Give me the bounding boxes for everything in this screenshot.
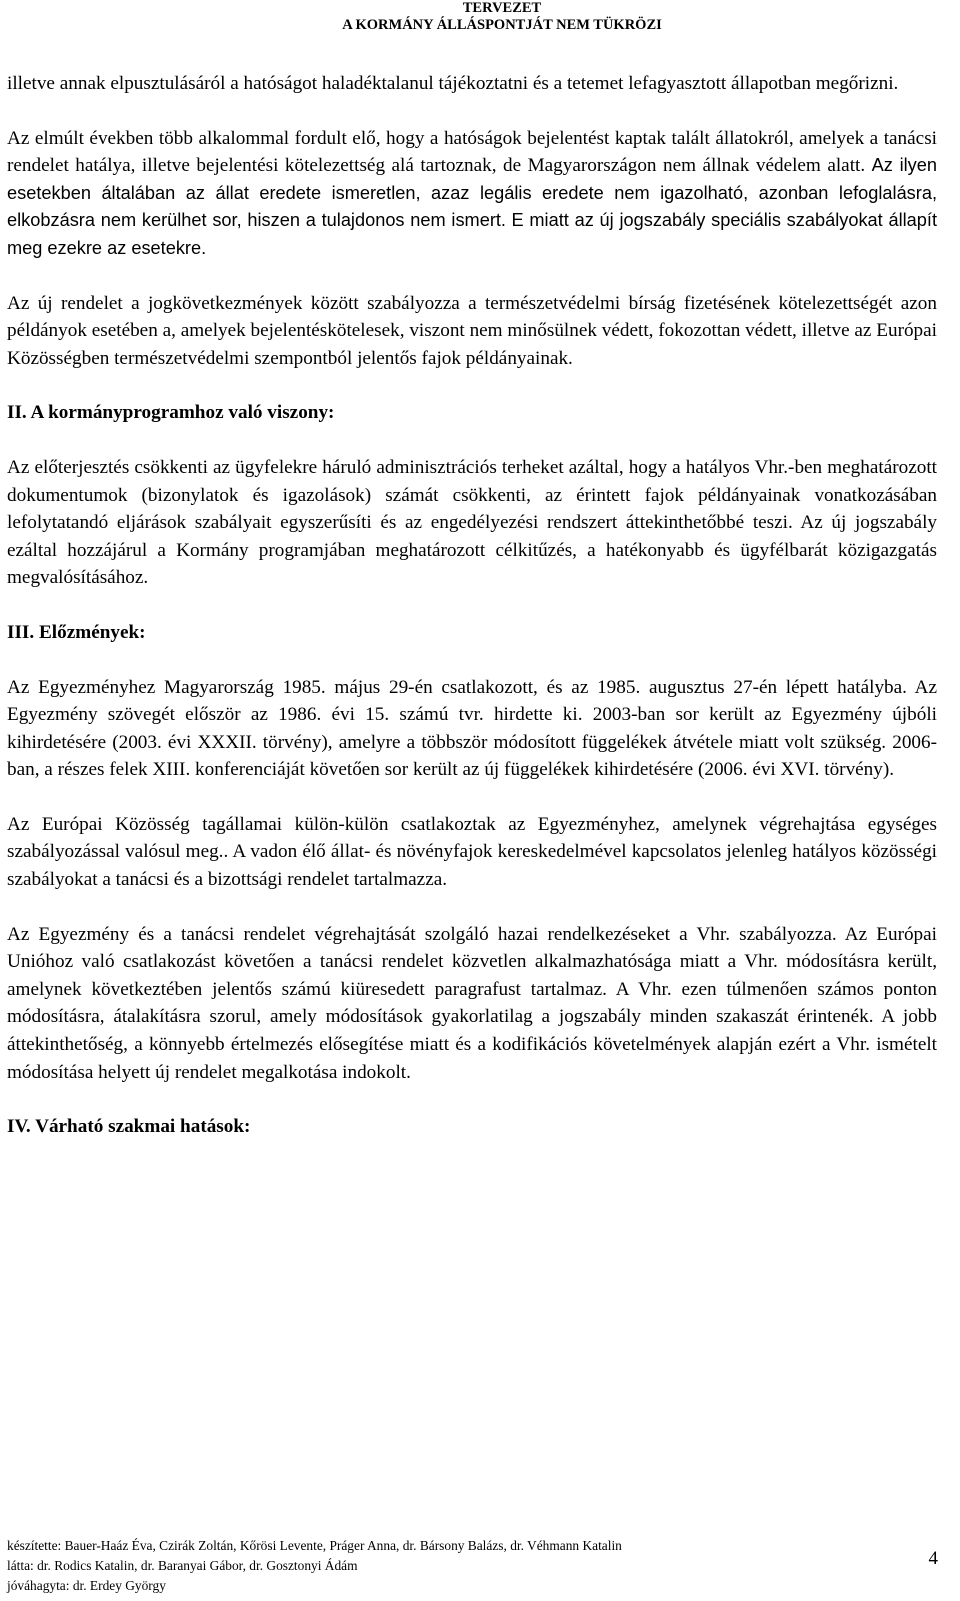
paragraph-found-animals bbox=[7, 125, 937, 263]
paragraph-found-animals-part3: E miatt az új jogszabály speciális szabályokat állapít meg ezekre az esetekre. bbox=[7, 210, 938, 258]
paragraph-domestic-provisions: Az Egyezmény és a tanácsi rendelet végrehajtását szolgáló hazai rendelkezéseket a Vhr. szabályozza. Az Európai Unióhoz való csatlakozást követően a tanácsi rendelet közvetlen alkalmazhatósága miatt a Vhr. módosításra került, amelynek következtében jelentős számú kiüresedett paragrafust tartalmaz. A Vhr. ezen túlmenően számos ponton módosításra, átalakításra szorul, amely módosítások gyakorlatilag a jogszabály minden szakaszát érintenék. A jobb áttekinthetőség, a könnyebb értelmezés elősegítése miatt és a kodifikációs követelmények alapján ezért a Vhr. ismételt módosítása helyett új rendelet megalkotása indokolt. bbox=[7, 923, 937, 1083]
paragraph-convention-history: Az Egyezményhez Magyarország 1985. május 29-én csatlakozott, és az 1985. augusztus 27-én lépett hatályba. Az Egyezmény szövegét először az 1986. évi 15. számú tvr. hirdette ki. 2003-ban sor került az Egyezmény újbóli kihirdetésére (2003. évi XXXII. törvény), amelyre a többször módosított függelékek átvétele miatt volt szükség. 2006-ban, a részes felek XIII. konferenciáját követően sor került az új függelékek kihirdetésére (2006. évi XVI. törvény). bbox=[7, 676, 937, 781]
footer-prepared-by: készítette: Bauer-Haáz Éva, Czirák Zoltán, Kőrösi Levente, Práger Anna, dr. Bársony Balázs, dr. Véhmann Katalin bbox=[7, 1538, 622, 1553]
document-body bbox=[7, 70, 937, 1141]
section-heading-iv: IV. Várható szakmai hatások: bbox=[7, 1116, 251, 1138]
footer-reviewed-by: látta: dr. Rodics Katalin, dr. Baranyai Gábor, dr. Gosztonyi Ádám bbox=[7, 1558, 358, 1573]
paragraph-found-animals-part2: Az ilyen esetekben általában az állat eredete ismeretlen, azaz legális eredete nem igazolható, azonban lefoglalásra, elkobzásra nem kerülhet sor, hiszen a tulajdonos nem ismert. bbox=[7, 155, 938, 231]
section-heading-ii: II. A kormányprogramhoz való viszony: bbox=[7, 402, 335, 424]
paragraph-found-animals-part1: Az elmúlt években több alkalommal fordult elő, hogy a hatóságok bejelentést kaptak talált állatokról, amelyek a tanácsi rendelet hatálya, illetve bejelentési kötelezettség alá tartoznak, de Magyarországon nem állnak védelem alatt. bbox=[7, 127, 937, 177]
page-number: 4 bbox=[928, 1548, 938, 1569]
paragraph-new-regulation: Az új rendelet a jogkövetkezmények között szabályozza a természetvédelmi bírság fizetésének kötelezettségét azon példányok esetében a, amelyek bejelentéskötelesek, viszont nem minősülnek védett, fokozottan védett, illetve az Európai Közösségben természetvédelmi szempontból jelentős fajok példányainak. bbox=[7, 292, 937, 369]
paragraph-continuation: illetve annak elpusztulásáról a hatóságot haladéktalanul tájékoztatni és a tetemet lefagyasztott állapotban megőrizni. bbox=[7, 73, 899, 94]
document-footer bbox=[7, 1536, 947, 1596]
paragraph-government-program: Az előterjesztés csökkenti az ügyfelekre háruló adminisztrációs terheket azáltal, hogy a hatályos Vhr.-ben meghatározott dokumentumok (bizonylatok és igazolások) számát csökkenti, az érintett fajok példányainak vonatkozásában lefolytatandó eljárások szabályait egyszerűsíti és az engedélyezési rendszert áttekinthetőbbé teszi. Az új jogszabály ezáltal hozzájárul a Kormány programjában meghatározott célkitűzés, a hatékonyabb és ügyfélbarát közigazgatás megvalósításához. bbox=[7, 456, 937, 589]
draft-label: TERVEZET bbox=[462, 0, 542, 16]
document-header bbox=[0, 0, 960, 34]
disclaimer-label: A KORMÁNY ÁLLÁSPONTJÁT NEM TÜKRÖZI bbox=[342, 17, 662, 33]
footer-approved-by: jóváhagyta: dr. Erdey György bbox=[7, 1578, 166, 1593]
paragraph-eu-member-states: Az Európai Közösség tagállamai külön-külön csatlakoztak az Egyezményhez, amelynek végrehajtása egységes szabályozással valósul meg.. A vadon élő állat- és növényfajok kereskedelmével kapcsolatos jelenleg hatályos közösségi szabályokat a tanácsi és a bizottsági rendelet tartalmazza. bbox=[7, 813, 937, 891]
section-heading-iii: III. Előzmények: bbox=[7, 621, 146, 643]
